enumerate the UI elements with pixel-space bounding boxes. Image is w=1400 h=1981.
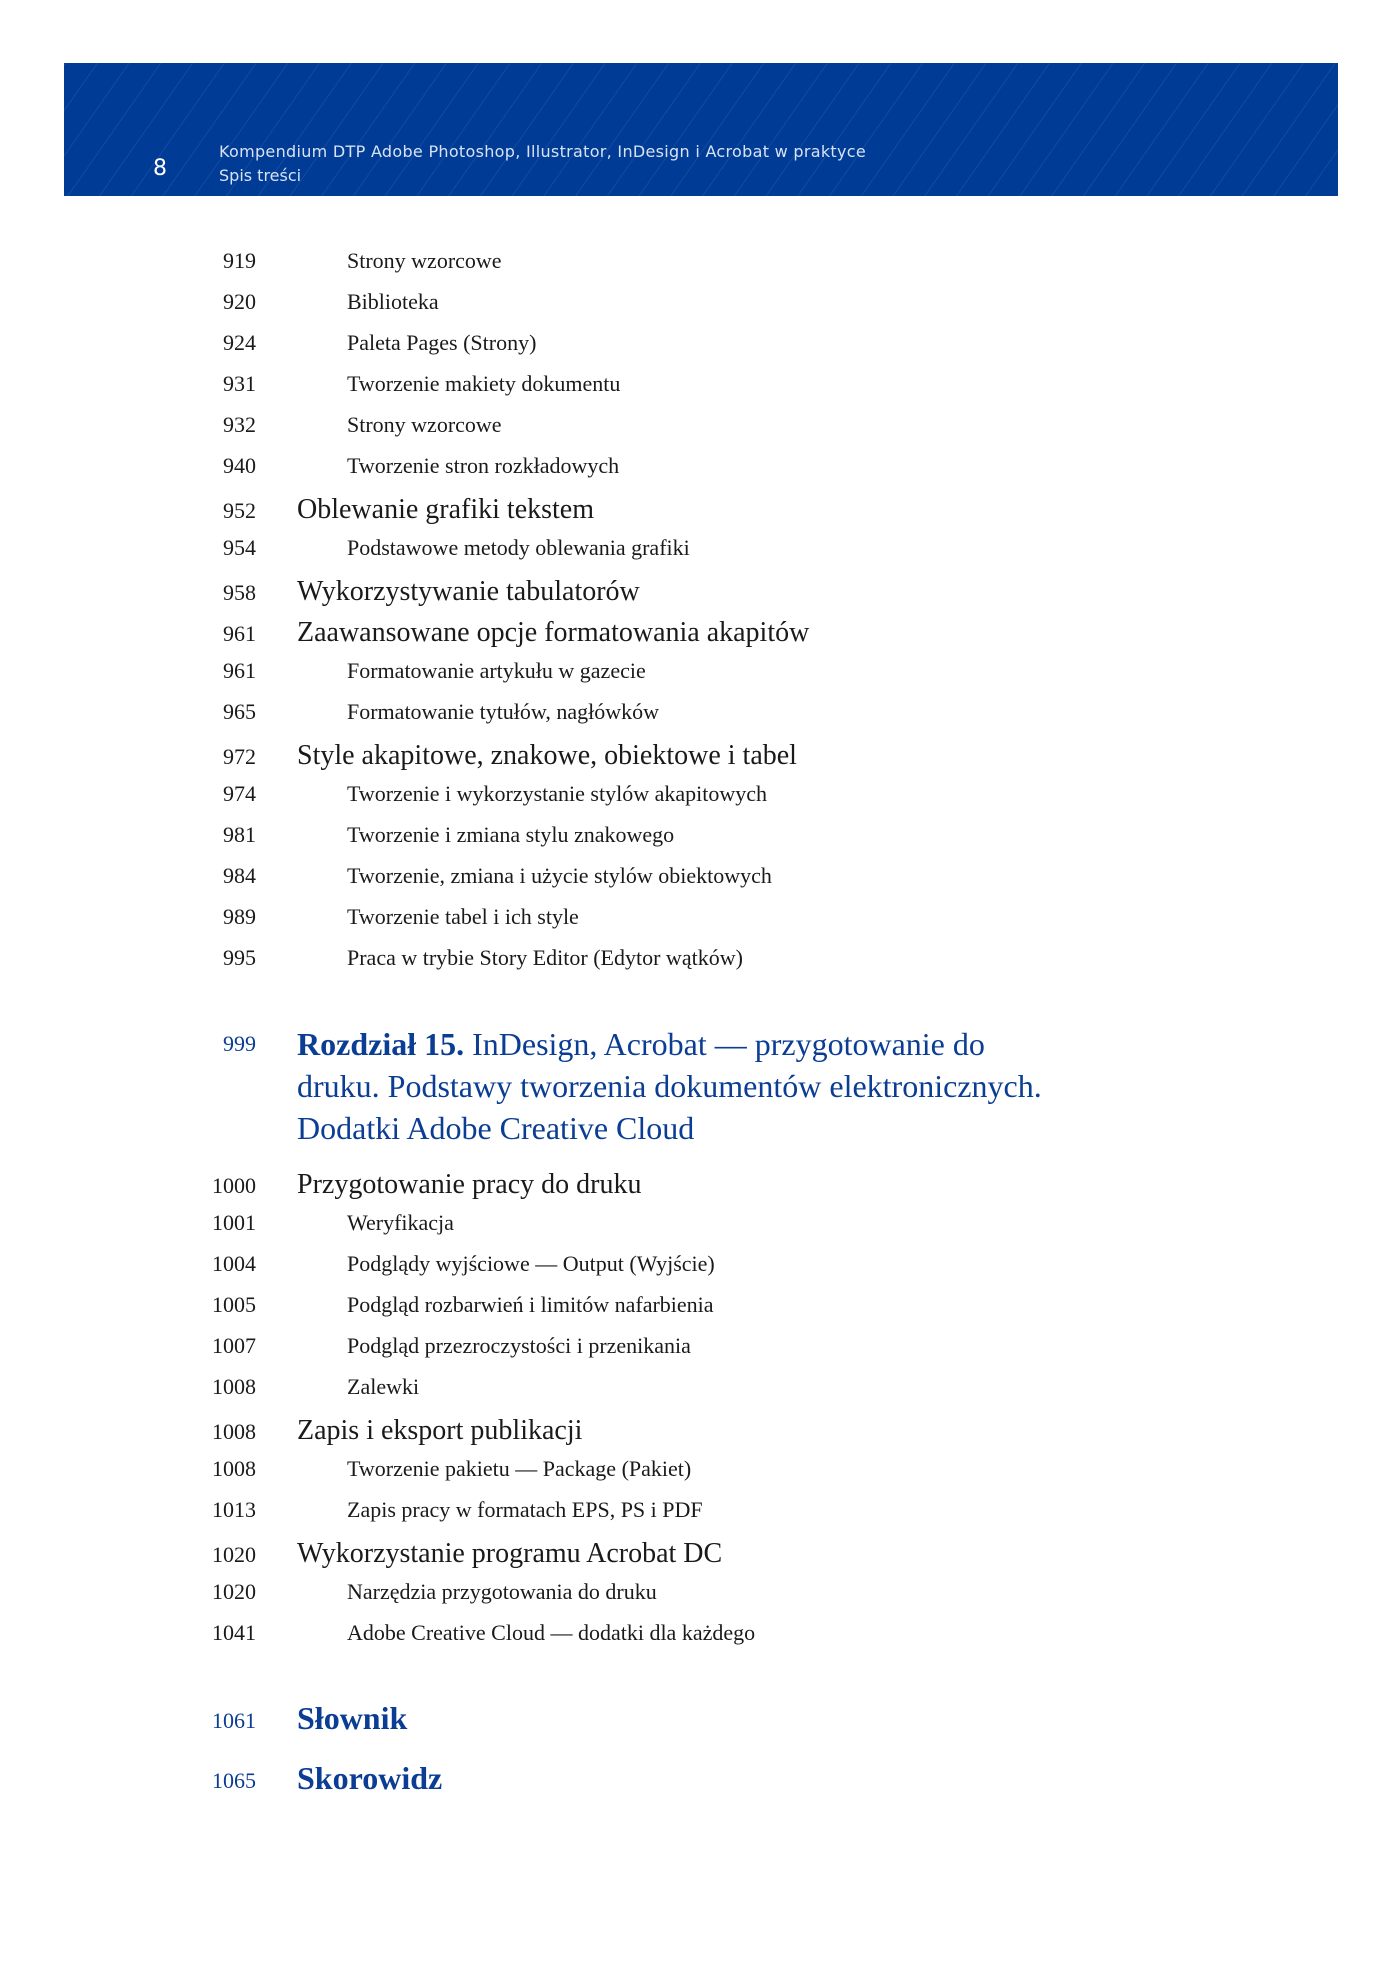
- toc-title: Wykorzystanie programu Acrobat DC: [297, 1538, 723, 1569]
- toc-title: Paleta Pages (Strony): [347, 330, 537, 355]
- toc-page-number: 952: [223, 498, 256, 523]
- toc-page-number: 1020: [212, 1579, 256, 1604]
- toc-page-number: 954: [223, 535, 256, 560]
- toc-page-number: 920: [223, 289, 256, 314]
- toc-title: Tworzenie i zmiana stylu znakowego: [347, 822, 675, 847]
- toc-page-number: 1008: [212, 1456, 256, 1481]
- toc-page-number: 932: [223, 412, 256, 437]
- toc-title: Zalewki: [347, 1374, 420, 1399]
- toc-page-number: 1020: [212, 1542, 256, 1567]
- toc-title: Formatowanie tytułów, nagłówków: [347, 699, 660, 724]
- toc-page-number: 1007: [212, 1333, 256, 1358]
- toc-title: Podgląd rozbarwień i limitów nafarbienia: [347, 1292, 714, 1317]
- toc-title: Skorowidz: [297, 1760, 443, 1796]
- toc-title: Słownik: [297, 1700, 408, 1736]
- page-number: 8: [153, 156, 167, 181]
- toc-page-number: 1001: [212, 1210, 256, 1235]
- toc-title: Podgląd przezroczystości i przenikania: [347, 1333, 691, 1358]
- toc-page-number: 1008: [212, 1419, 256, 1444]
- chapter-label: Rozdział 15.: [297, 1026, 465, 1062]
- book-title: Kompendium DTP Adobe Photoshop, Illustrator, InDesign i Acrobat w praktyce: [219, 142, 867, 161]
- toc-page-number: 1008: [212, 1374, 256, 1399]
- toc-title: Zaawansowane opcje formatowania akapitów: [297, 617, 810, 648]
- toc-page-number: 965: [223, 699, 256, 724]
- toc-title: Wykorzystywanie tabulatorów: [297, 576, 640, 607]
- toc-title: Tworzenie pakietu — Package (Pakiet): [347, 1456, 692, 1481]
- toc-title: Podglądy wyjściowe — Output (Wyjście): [347, 1251, 715, 1276]
- toc-title: Strony wzorcowe: [347, 412, 502, 437]
- toc-page-number: 981: [223, 822, 256, 847]
- chapter-title-block: [297, 1023, 1057, 1149]
- toc-page-number: 924: [223, 330, 256, 355]
- toc-title: Tworzenie i wykorzystanie stylów akapitowych: [347, 781, 768, 806]
- toc-title: Narzędzia przygotowania do druku: [347, 1579, 657, 1604]
- toc-page-number: 1000: [212, 1173, 256, 1198]
- toc-page-number: 984: [223, 863, 256, 888]
- toc-title: Zapis pracy w formatach EPS, PS i PDF: [347, 1497, 703, 1522]
- toc-title: Biblioteka: [347, 289, 439, 314]
- chapter-title: InDesign, Acrobat — przygotowanie do druku. Podstawy tworzenia dokumentów elektronicznych. Dodatki Adobe Creative Cloud: [297, 1026, 1042, 1146]
- toc-page-number: 1065: [212, 1768, 256, 1793]
- toc-page-number: 1005: [212, 1292, 256, 1317]
- toc-page-number: 972: [223, 744, 256, 769]
- toc-title: Formatowanie artykułu w gazecie: [347, 658, 646, 683]
- toc-title: Przygotowanie pracy do druku: [297, 1169, 642, 1200]
- toc-page-number: 940: [223, 453, 256, 478]
- toc-title: Podstawowe metody oblewania grafiki: [347, 535, 690, 560]
- toc-title: Zapis i eksport publikacji: [297, 1415, 583, 1446]
- toc-page-number: 961: [223, 658, 256, 683]
- toc-title: Oblewanie grafiki tekstem: [297, 494, 595, 525]
- chapter-page-number: 999: [223, 1031, 256, 1056]
- toc-page-number: 931: [223, 371, 256, 396]
- toc-title: Tworzenie stron rozkładowych: [347, 453, 620, 478]
- toc-page-number: 974: [223, 781, 256, 806]
- toc-page-number: 1061: [212, 1708, 256, 1733]
- toc-page-number: 1013: [212, 1497, 256, 1522]
- toc-title: Adobe Creative Cloud — dodatki dla każdego: [347, 1620, 756, 1645]
- toc-page-number: 958: [223, 580, 256, 605]
- toc-page-number: 1041: [212, 1620, 256, 1645]
- toc-title: Weryfikacja: [347, 1210, 454, 1235]
- toc-title: Tworzenie makiety dokumentu: [347, 371, 621, 396]
- toc-page-number: 961: [223, 621, 256, 646]
- toc-page-number: 989: [223, 904, 256, 929]
- toc-page-number: 1004: [212, 1251, 256, 1276]
- toc-title: Praca w trybie Story Editor (Edytor wątków): [347, 945, 743, 970]
- toc-page-number: 919: [223, 248, 256, 273]
- toc-title: Tworzenie tabel i ich style: [347, 904, 579, 929]
- toc-title: Style akapitowe, znakowe, obiektowe i tabel: [297, 740, 797, 771]
- toc-title: Strony wzorcowe: [347, 248, 502, 273]
- section-title: Spis treści: [219, 166, 302, 185]
- toc-title: Tworzenie, zmiana i użycie stylów obiektowych: [347, 863, 772, 888]
- toc-page-number: 995: [223, 945, 256, 970]
